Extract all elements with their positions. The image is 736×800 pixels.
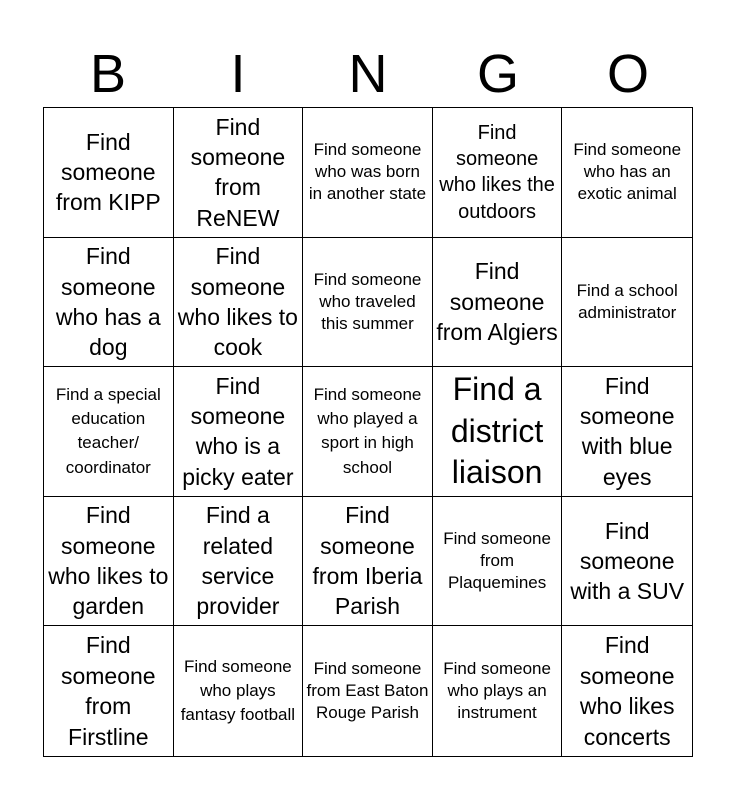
bingo-board [43,107,693,757]
header-letter-i: I [230,44,246,104]
bingo-cell: Find a related service provider [174,497,304,627]
bingo-cell: Find a school administrator [562,238,692,368]
bingo-cell: Find someone who likes to cook [174,238,304,368]
header-letter-o: O [606,44,649,104]
bingo-header [43,42,693,106]
bingo-cell: Find someone who likes to garden [44,497,174,627]
bingo-cell: Find someone who has a dog [44,238,174,368]
bingo-cell: Find someone from East Baton Rouge Parish [303,626,433,756]
bingo-cell: Find someone who has an exotic animal [562,108,692,238]
bingo-cell: Find someone who plays fantasy football [174,626,304,756]
bingo-cell: Find someone from Plaquemines [433,497,563,627]
bingo-cell: Find someone from ReNEW [174,108,304,238]
bingo-cell: Find a district liaison [433,367,563,497]
bingo-cell: Find someone from KIPP [44,108,174,238]
bingo-cell: Find someone with blue eyes [562,367,692,497]
bingo-cell: Find someone who plays an instrument [433,626,563,756]
bingo-cell: Find someone who traveled this summer [303,238,433,368]
header-letter-n: N [348,44,388,104]
bingo-cell: Find someone from Algiers [433,238,563,368]
header-letter-g: G [476,44,519,104]
bingo-cell: Find someone with a SUV [562,497,692,627]
bingo-cell: Find someone who played a sport in high school [303,367,433,497]
bingo-cell: Find someone from Firstline [44,626,174,756]
bingo-cell: Find someone who likes concerts [579,632,675,750]
bingo-cell: Find a special education teacher/ coordinator [44,367,174,497]
bingo-cell: Find someone from Iberia Parish [303,497,433,627]
bingo-cell: Find someone who likes the outdoors [433,108,563,238]
bingo-cell: Find someone who was born in another state [303,108,433,238]
bingo-cell: Find someone who is a picky eater [174,367,304,497]
header-letter-b: B [89,44,127,104]
